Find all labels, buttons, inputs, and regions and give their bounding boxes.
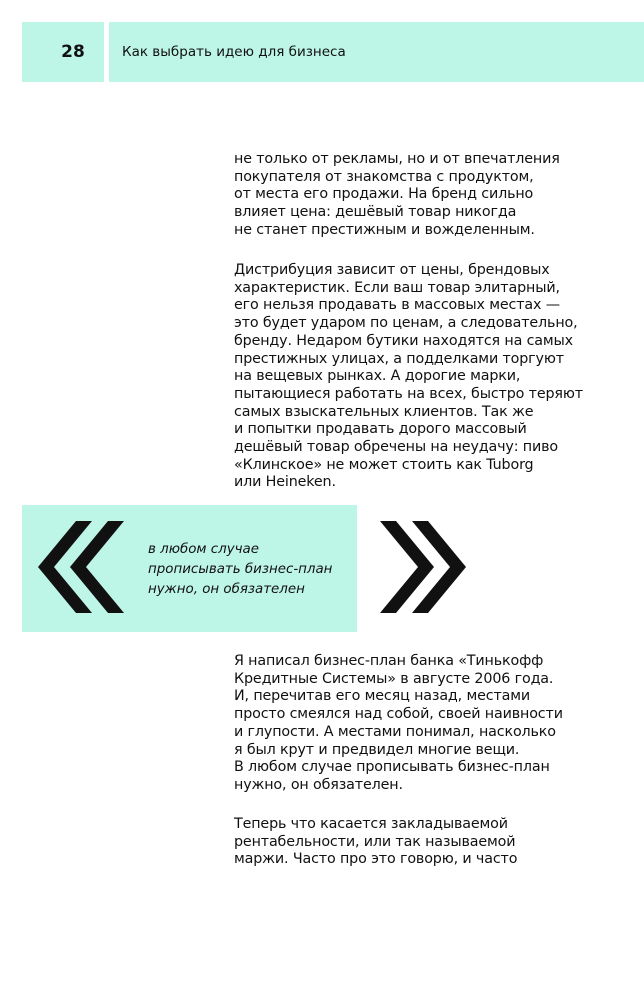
pull-quote-text: в любом случае прописывать бизнес-план нужно, он обязателен [148, 542, 333, 597]
double-chevron-right-icon [380, 521, 466, 613]
chapter-title: Как выбрать идею для бизнеса [122, 44, 346, 60]
page-number-box [22, 22, 104, 82]
paragraph-2: Дистрибуция зависит от цены, брендовых характеристик. Если ваш товар элитарный, его нельзя продавать в массовых местах — это будет ударом по ценам, а следовательно, бренду. Недаром бутики находятся на самых престижных улицах, а подделками торгуют на вещевых рынках. А дорогие марки, пытающиеся работать на всех, быстро теряют самых взыскательных клиентов. Так же и попытки продавать дорого массовый дешёвый товар обречены на неудачу: пиво «Клинское» не может стоить как Tuborg или Heineken. [234, 262, 583, 491]
page-number: 28 [61, 42, 85, 62]
running-header [109, 22, 644, 82]
paragraph-4: Теперь что касается закладываемой рентабельности, или так называемой маржи. Часто про это говорю, и часто [234, 816, 518, 868]
double-chevron-left-icon [38, 521, 124, 613]
paragraph-1: не только от рекламы, но и от впечатления покупателя от знакомства с продуктом, от места его продажи. На бренд сильно влияет цена: дешёвый товар никогда не станет престижным и вожделенным. [234, 151, 560, 238]
paragraph-3: Я написал бизнес-план банка «Тинькофф Кредитные Системы» в августе 2006 года. И, перечитав его месяц назад, местами просто смеялся над собой, своей наивности и глупости. А местами понимал, насколько я был крут и предвидел многие вещи. В любом случае прописывать бизнес-план нужно, он обязателен. [234, 653, 563, 793]
